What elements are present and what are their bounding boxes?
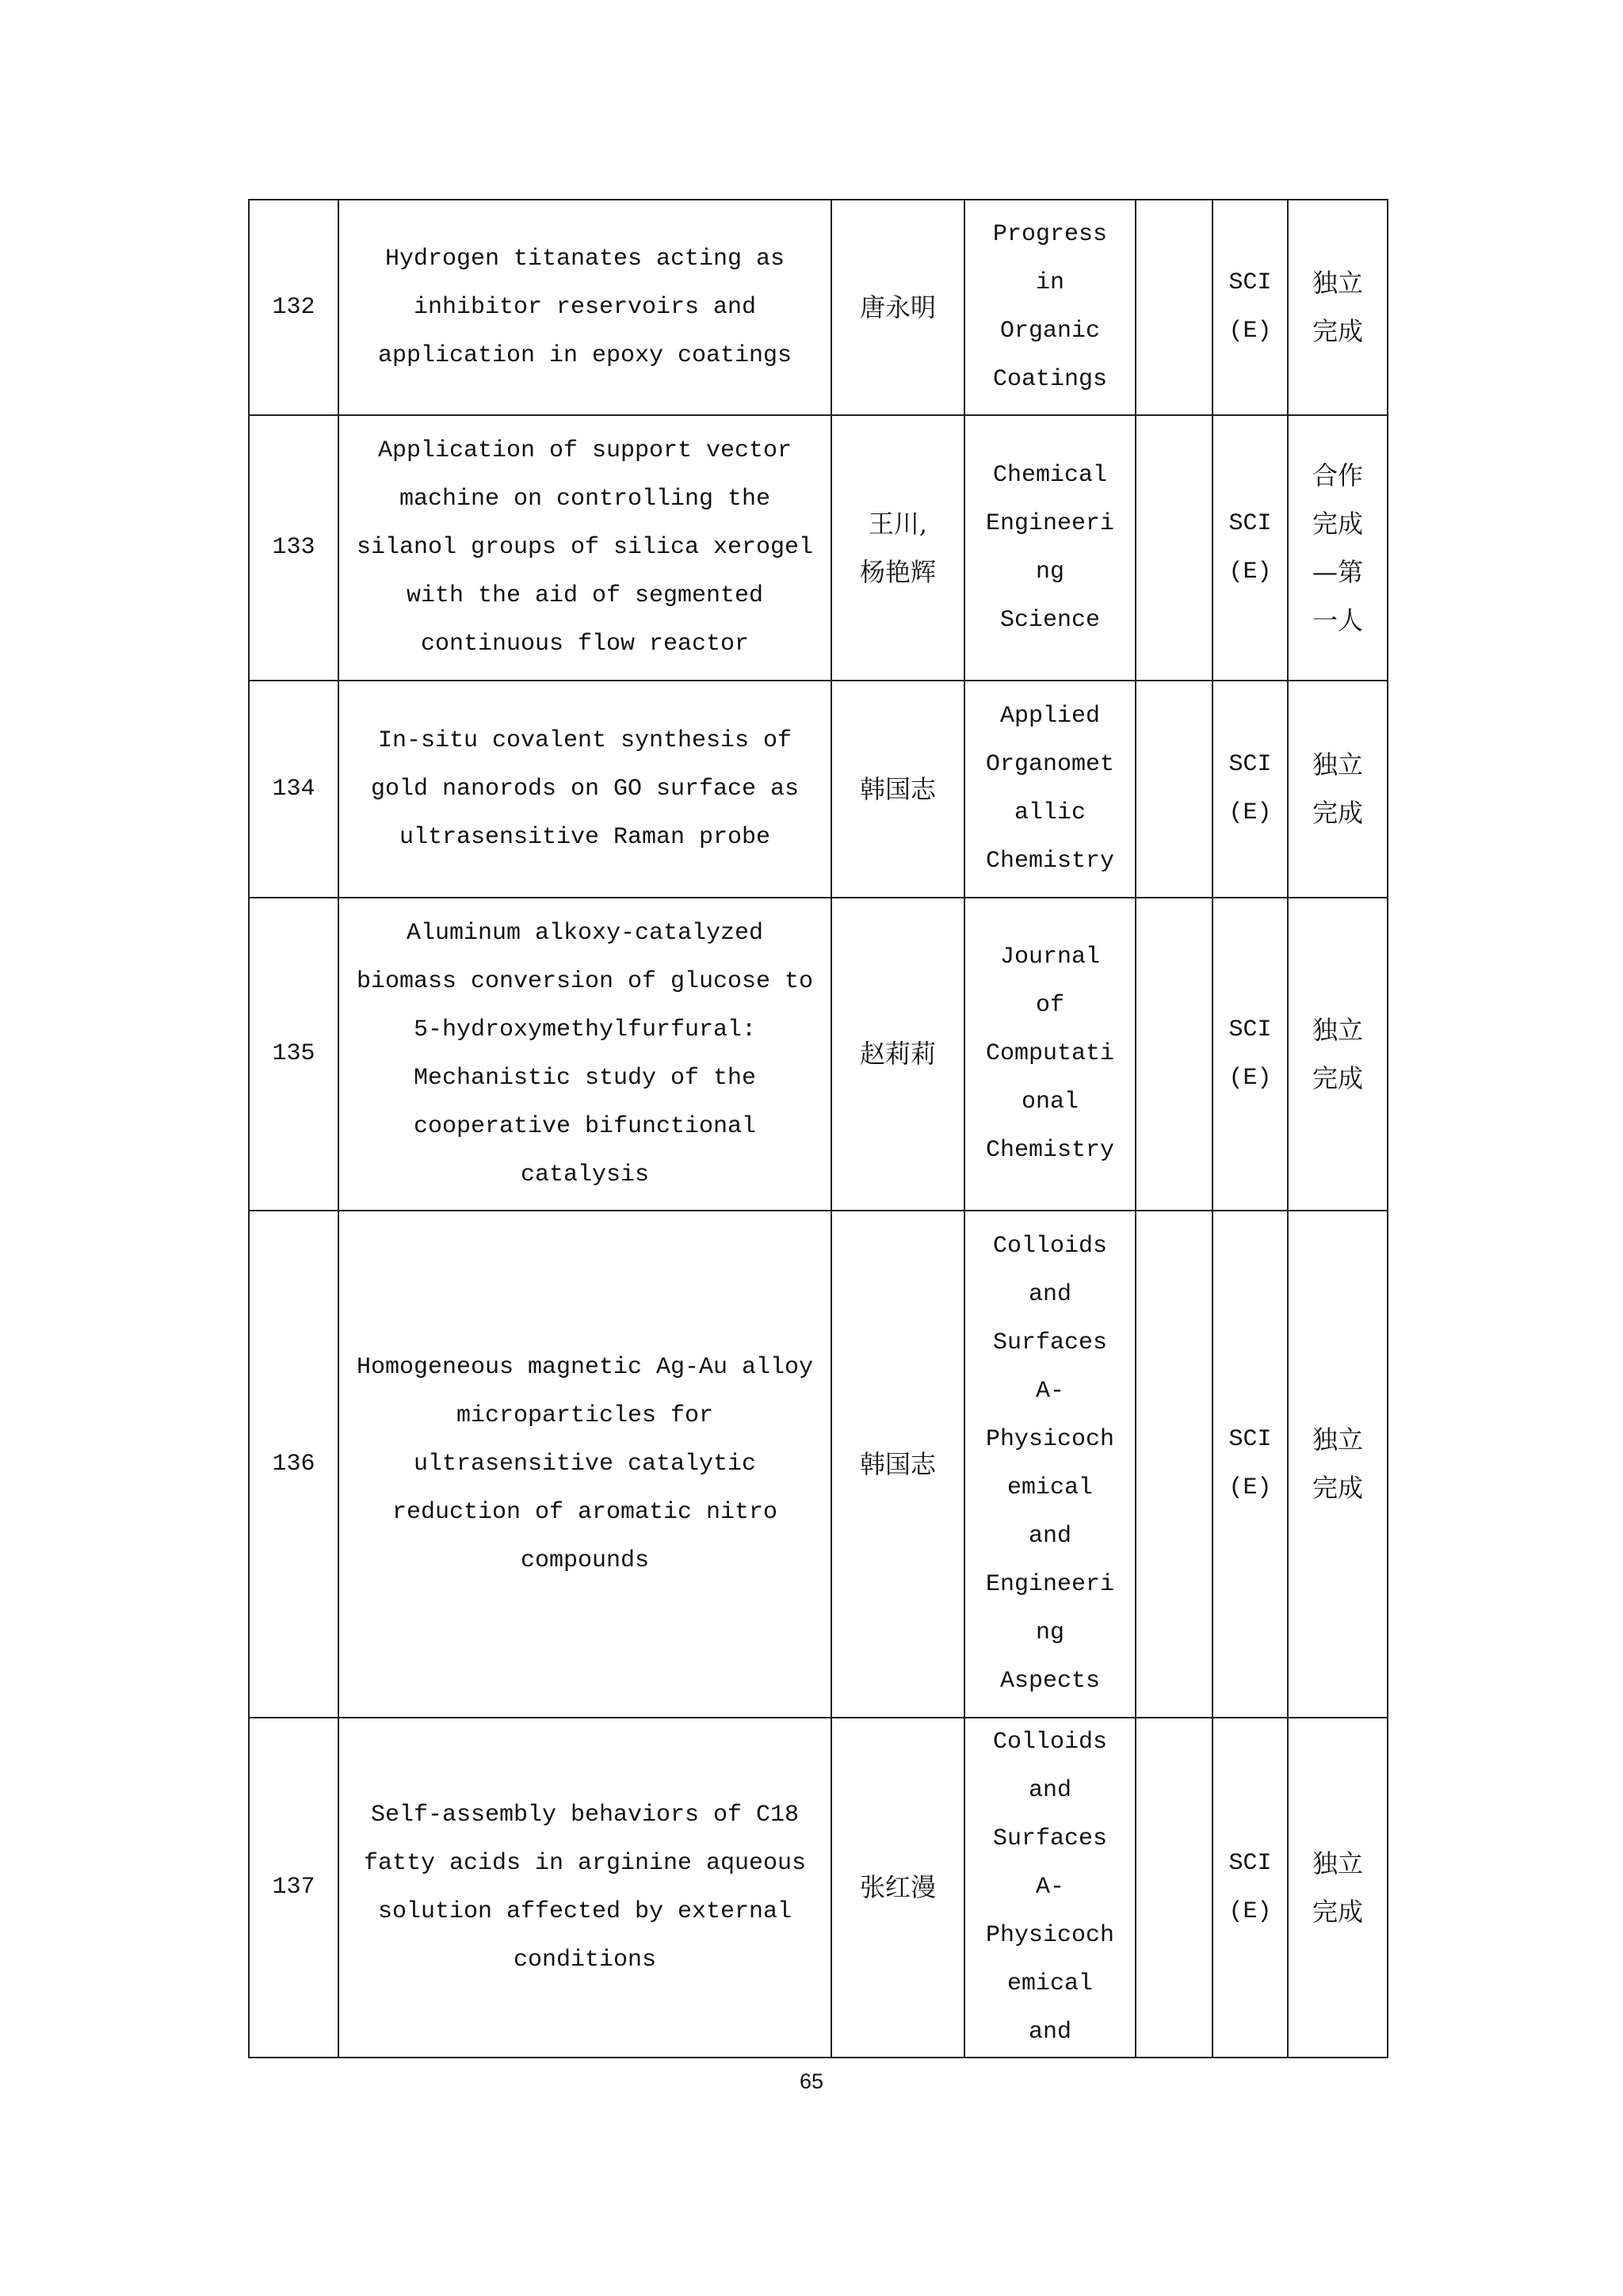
status-cell xyxy=(1288,415,1388,681)
table-row xyxy=(249,681,1388,898)
status-cell xyxy=(1288,200,1388,415)
authors-line: 韩国志 xyxy=(859,1448,936,1479)
journal-line: A- xyxy=(1035,1378,1064,1405)
journal-line: and xyxy=(1028,1777,1071,1804)
title-line: ultrasensitive Raman probe xyxy=(399,823,771,851)
title-line: fatty acids in arginine aqueous xyxy=(363,1849,807,1877)
status-line: 独立 xyxy=(1312,268,1363,298)
journal-line: allic xyxy=(1014,799,1086,826)
title-cell xyxy=(338,1211,831,1718)
authors-line: 唐永明 xyxy=(859,292,936,322)
journal-line: Surfaces xyxy=(992,1825,1108,1852)
title-line: ultrasensitive catalytic xyxy=(413,1450,757,1478)
status-cell xyxy=(1288,681,1388,898)
index-line: (E) xyxy=(1228,318,1272,345)
blank-cell xyxy=(1136,415,1212,681)
status-line: 完成 xyxy=(1312,798,1363,828)
title-line: machine on controlling the xyxy=(399,486,771,513)
title-cell xyxy=(338,200,831,415)
index-line: SCI xyxy=(1228,269,1272,296)
title-cell xyxy=(338,1718,831,2058)
title-line: Application of support vector xyxy=(377,437,792,464)
journal-line: Organic xyxy=(999,318,1101,345)
journal-line: Aspects xyxy=(999,1668,1101,1695)
index-line: (E) xyxy=(1228,1064,1272,1092)
status-cell xyxy=(1288,1211,1388,1718)
journal-line: Computati xyxy=(985,1040,1115,1067)
index-line: (E) xyxy=(1228,799,1272,826)
journal-cell xyxy=(964,1718,1136,2058)
journal-line: Science xyxy=(999,606,1101,634)
title-line: Mechanistic study of the xyxy=(413,1064,757,1092)
blank-cell xyxy=(1136,898,1212,1211)
table-row xyxy=(249,898,1388,1211)
title-line: biomass conversion of glucose to xyxy=(356,967,814,995)
authors-line: 王川, xyxy=(868,508,928,539)
title-line: reduction of aromatic nitro xyxy=(391,1498,778,1526)
table-row xyxy=(249,200,1388,415)
title-line: cooperative bifunctional xyxy=(413,1112,757,1140)
index-cell xyxy=(1212,681,1288,898)
index-line: SCI xyxy=(1228,1849,1272,1877)
authors-line: 韩国志 xyxy=(859,773,936,804)
blank-cell xyxy=(1136,1211,1212,1718)
journal-line: emical xyxy=(1006,1970,1094,1997)
status-line: 完成 xyxy=(1312,1896,1363,1927)
status-line: 一人 xyxy=(1312,605,1363,635)
journal-cell xyxy=(964,898,1136,1211)
authors-line: 赵莉莉 xyxy=(859,1039,936,1069)
number-cell: 132 xyxy=(249,200,338,415)
title-line: Self-assembly behaviors of C18 xyxy=(370,1801,800,1829)
journal-line: in xyxy=(1035,269,1064,296)
status-line: 完成 xyxy=(1312,508,1363,539)
journal-line: Journal xyxy=(999,944,1101,971)
title-line: Homogeneous magnetic Ag-Au alloy xyxy=(356,1353,814,1381)
index-cell xyxy=(1212,415,1288,681)
journal-line: and xyxy=(1028,1281,1071,1308)
title-line: catalysis xyxy=(520,1161,650,1188)
status-line: 独立 xyxy=(1312,749,1363,780)
title-line: application in epoxy coatings xyxy=(377,341,792,369)
index-line: SCI xyxy=(1228,751,1272,778)
journal-line: Colloids xyxy=(992,1729,1108,1756)
title-line: 5-hydroxymethylfurfural: xyxy=(413,1016,757,1043)
journal-line: Engineeri xyxy=(985,1571,1115,1598)
status-cell xyxy=(1288,1718,1388,2058)
number-cell: 134 xyxy=(249,681,338,898)
number-cell: 135 xyxy=(249,898,338,1211)
index-cell xyxy=(1212,1718,1288,2058)
journal-line: of xyxy=(1035,992,1064,1019)
status-line: —第 xyxy=(1312,556,1363,587)
journal-line: Physicoch xyxy=(985,1922,1115,1949)
status-line: 独立 xyxy=(1312,1425,1363,1455)
title-line: solution affected by external xyxy=(377,1897,792,1925)
title-line: inhibitor reservoirs and xyxy=(413,293,757,321)
status-line: 完成 xyxy=(1312,1473,1363,1503)
journal-line: onal xyxy=(1021,1089,1079,1116)
journal-line: Coatings xyxy=(992,366,1108,393)
title-line: silanol groups of silica xerogel xyxy=(356,534,814,561)
status-cell xyxy=(1288,898,1388,1211)
status-line: 独立 xyxy=(1312,1014,1363,1045)
authors-cell xyxy=(831,681,964,898)
journal-line: Chemistry xyxy=(985,848,1115,875)
title-line: Hydrogen titanates acting as xyxy=(384,245,785,273)
title-line: Aluminum alkoxy-catalyzed xyxy=(406,919,764,947)
page-number: 65 xyxy=(799,2069,824,2093)
journal-line: Colloids xyxy=(992,1233,1108,1260)
index-line: SCI xyxy=(1228,509,1272,537)
status-line: 完成 xyxy=(1312,1062,1363,1093)
authors-cell xyxy=(831,200,964,415)
journal-line: Organomet xyxy=(985,751,1115,778)
journal-line: and xyxy=(1028,1523,1071,1550)
number-cell: 137 xyxy=(249,1718,338,2058)
journal-line: Chemical xyxy=(992,461,1108,489)
index-cell xyxy=(1212,200,1288,415)
title-line: In-situ covalent synthesis of xyxy=(377,727,792,754)
status-line: 独立 xyxy=(1312,1848,1363,1878)
index-line: (E) xyxy=(1228,1897,1272,1925)
number-cell: 133 xyxy=(249,415,338,681)
journal-line: Physicoch xyxy=(985,1426,1115,1453)
journal-cell xyxy=(964,681,1136,898)
title-cell xyxy=(338,415,831,681)
table-row xyxy=(249,1211,1388,1718)
table-row xyxy=(249,1718,1388,2058)
index-line: (E) xyxy=(1228,558,1272,585)
title-line: with the aid of segmented xyxy=(406,582,764,609)
journal-line: emical xyxy=(1006,1474,1094,1501)
status-line: 完成 xyxy=(1312,316,1363,346)
title-line: gold nanorods on GO surface as xyxy=(370,775,800,803)
journal-line: Applied xyxy=(999,703,1101,730)
journal-line: A- xyxy=(1035,1874,1064,1901)
journal-line: and xyxy=(1028,2019,1071,2046)
status-line: 合作 xyxy=(1312,460,1363,490)
title-cell xyxy=(338,898,831,1211)
publications-table xyxy=(248,199,1388,2058)
title-line: continuous flow reactor xyxy=(420,631,750,658)
authors-cell xyxy=(831,1718,964,2058)
title-line: compounds xyxy=(520,1547,650,1574)
index-cell xyxy=(1212,1211,1288,1718)
authors-cell xyxy=(831,415,964,681)
journal-line: ng xyxy=(1035,1619,1064,1646)
table-row xyxy=(249,415,1388,681)
authors-cell xyxy=(831,1211,964,1718)
title-cell xyxy=(338,681,831,898)
number-cell: 136 xyxy=(249,1211,338,1718)
blank-cell xyxy=(1136,200,1212,415)
journal-line: Surfaces xyxy=(992,1329,1108,1356)
blank-cell xyxy=(1136,681,1212,898)
index-cell xyxy=(1212,898,1288,1211)
journal-line: ng xyxy=(1035,558,1064,585)
index-line: SCI xyxy=(1228,1016,1272,1043)
title-line: microparticles for xyxy=(456,1402,714,1429)
index-line: SCI xyxy=(1228,1426,1272,1453)
journal-line: Chemistry xyxy=(985,1137,1115,1164)
authors-line: 张红漫 xyxy=(859,1872,936,1902)
title-line: conditions xyxy=(513,1946,657,1974)
journal-cell xyxy=(964,415,1136,681)
authors-cell xyxy=(831,898,964,1211)
journal-line: Engineeri xyxy=(985,509,1115,537)
journal-cell xyxy=(964,200,1136,415)
journal-line: Progress xyxy=(992,221,1108,248)
journal-cell xyxy=(964,1211,1136,1718)
blank-cell xyxy=(1136,1718,1212,2058)
authors-line: 杨艳辉 xyxy=(859,556,936,587)
index-line: (E) xyxy=(1228,1474,1272,1501)
